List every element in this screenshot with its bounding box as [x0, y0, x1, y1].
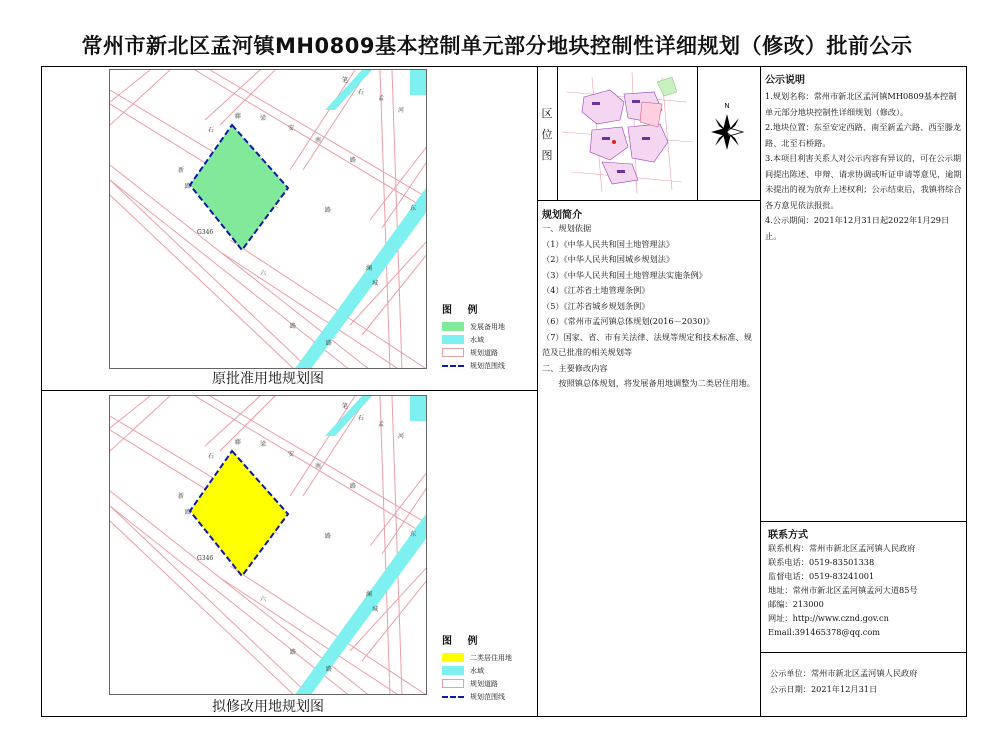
legend-item [442, 651, 534, 664]
contact-section [768, 526, 964, 639]
legend-label: 规划道路 [470, 348, 498, 357]
road-label: 梁 [260, 115, 267, 122]
divider-publisher [760, 652, 967, 653]
original-map [109, 69, 427, 369]
legend-item [442, 677, 534, 690]
road-label: 安 [288, 451, 295, 458]
divider-location-label [557, 66, 558, 200]
revised-map-caption: 拟修改用地规划图 [212, 699, 324, 715]
road-label: 路 [350, 157, 357, 164]
basis-item: （1）《中华人民共和国土地管理法》 [542, 238, 675, 249]
legend-label: 发展备用地 [470, 322, 505, 331]
location-label-char: 图 [541, 149, 553, 162]
road-label: 路 [185, 183, 192, 190]
divider-maps [41, 390, 538, 391]
road-label: 六 [260, 596, 267, 603]
legend-label: 规划道路 [470, 679, 498, 688]
road-label: 新 [178, 493, 185, 500]
contact-line: 联系电话：0519-83501338 [768, 557, 875, 567]
road-label: 城 [372, 606, 379, 613]
road-label: 孟 [378, 95, 385, 102]
contact-title: 联系方式 [768, 530, 808, 541]
legend-item [442, 333, 534, 346]
north-arrow [707, 102, 747, 158]
road-label: 南 [315, 137, 322, 144]
compass-icon [707, 110, 747, 155]
road-label: 笔 [342, 77, 349, 84]
notice-item: 1.规划名称：常州市新北区孟河镇MH0809基本控制单元部分地块控制性详细规划（修改）。 [765, 91, 957, 117]
changes-title: 二、主要修改内容 [542, 362, 608, 373]
contact-line: 邮编：213000 [768, 599, 824, 609]
contact-line: 地址：常州市新北区孟河镇孟河大道85号 [768, 585, 918, 595]
road-label: 孟 [378, 421, 385, 428]
road-label: 澜 [366, 591, 373, 598]
basis-item: （2）《中华人民共和国城乡规划法》 [542, 254, 675, 264]
road-label: 梁 [260, 441, 267, 448]
publisher-section [770, 666, 965, 697]
changes-text: 按照镇总体规划，将发展备用地调整为二类居住用地。 [558, 378, 755, 388]
legend-swatch [442, 696, 464, 698]
original-map-caption: 原批准用地规划图 [212, 371, 324, 387]
legend-swatch [442, 322, 464, 331]
basis-item: （6）《常州市孟河镇总体规划(2016－2030)》 [542, 316, 714, 326]
notice-section [765, 71, 963, 244]
road-label: 藤 [235, 439, 242, 446]
divider-location [537, 200, 760, 201]
road-label: 路 [290, 323, 297, 330]
notice-item: 2.地块位置：东至安定西路、南至新孟六路、西至滕龙路、北至石桥路。 [765, 122, 962, 148]
legend-item [442, 346, 534, 359]
road-label: 东 [410, 205, 417, 212]
contact-line: Email:391465378@qq.com [768, 627, 881, 637]
original-legend [442, 301, 534, 372]
road-label: 路 [350, 483, 357, 490]
publisher-date: 公示日期：2021年12月31日 [770, 683, 878, 694]
notice-title: 公示说明 [765, 75, 805, 86]
road-label: 藤 [235, 113, 242, 120]
road-label: 新 [178, 167, 185, 174]
road-label: 路 [326, 666, 333, 673]
legend-swatch [442, 666, 464, 675]
divider-contact [760, 521, 967, 522]
basis-item: （5）《江苏省城乡规划条例》 [542, 300, 650, 311]
intro-section [542, 206, 757, 392]
legend-swatch [442, 653, 464, 662]
divider-vertical [537, 66, 538, 717]
legend-swatch [442, 365, 464, 367]
road-label: 路 [326, 340, 333, 347]
legend-swatch [442, 335, 464, 344]
road-label: G346 [197, 229, 214, 236]
legend-item [442, 664, 534, 677]
road-label: 河 [398, 433, 405, 440]
legend-swatch [442, 348, 464, 357]
revised-map [109, 395, 427, 695]
road-label: 石 [358, 89, 365, 96]
legend-label: 二类居住用地 [470, 653, 512, 662]
location-label-char: 位 [541, 128, 553, 141]
legend-item [442, 690, 534, 703]
revised-legend [442, 632, 534, 703]
publisher-unit: 公示单位：常州市新北区孟河镇人民政府 [770, 668, 918, 678]
contact-line: 监督电话：0519-83241001 [768, 571, 875, 581]
basis-item: （3）《中华人民共和国土地管理法实施条例》 [542, 269, 707, 280]
location-label [539, 103, 555, 166]
divider-north [697, 66, 698, 200]
road-label: 六 [260, 270, 267, 277]
legend-item [442, 359, 534, 372]
road-label: 石 [208, 453, 215, 460]
legend-label: 规划范围线 [470, 361, 505, 370]
intro-title: 规划简介 [542, 210, 582, 221]
basis-title: 一、规划依据 [542, 223, 592, 233]
contact-line: 联系机构：常州市新北区孟河镇人民政府 [768, 543, 916, 553]
legend-label: 规划范围线 [470, 692, 505, 701]
notice-item: 3.本项目利害关系人对公示内容有异议的，可在公示期间提出陈述、申辩、请求协调或听证申请等意见，逾期未提出的视为放弃上述权利；公示结束后，我镇将综合各方意见依法报批。 [765, 153, 962, 210]
basis-item: （7）国家、省、市有关法律、法规等规定和技术标准、规范及已批准的相关规划等 [542, 331, 752, 357]
notice-item: 4.公示期间：2021年12月31日起2022年1月29日止。 [765, 215, 950, 241]
divider-right [760, 66, 761, 717]
legend-item [442, 320, 534, 333]
road-label: 安 [288, 125, 295, 132]
legend-swatch [442, 679, 464, 688]
page-title: 常州市新北区孟河镇MH0809基本控制单元部分地块控制性详细规划（修改）批前公示 [81, 34, 913, 58]
road-label: 河 [398, 107, 405, 114]
basis-item: （4）《江苏省土地管理条例》 [542, 285, 650, 295]
road-label: 笔 [342, 403, 349, 410]
location-label-char: 区 [541, 107, 553, 120]
legend-title: 图 例 [442, 305, 484, 316]
road-label: 城 [372, 280, 379, 287]
road-label: 路 [290, 649, 297, 656]
north-label: N [724, 102, 730, 110]
road-label: 路 [325, 533, 332, 540]
contact-line: 网址：http://www.cznd.gov.cn [768, 613, 889, 623]
road-label: 石 [208, 127, 215, 134]
road-label: 路 [325, 207, 332, 214]
road-label: 路 [185, 509, 192, 516]
road-label: 南 [315, 463, 322, 470]
road-label: 石 [358, 415, 365, 422]
legend-label: 水域 [470, 666, 484, 675]
legend-label: 水域 [470, 335, 484, 344]
legend-title: 图 例 [442, 636, 484, 647]
location-map [562, 72, 693, 194]
road-label: 东 [410, 531, 417, 538]
road-label: 澜 [366, 265, 373, 272]
road-label: G346 [197, 555, 214, 562]
